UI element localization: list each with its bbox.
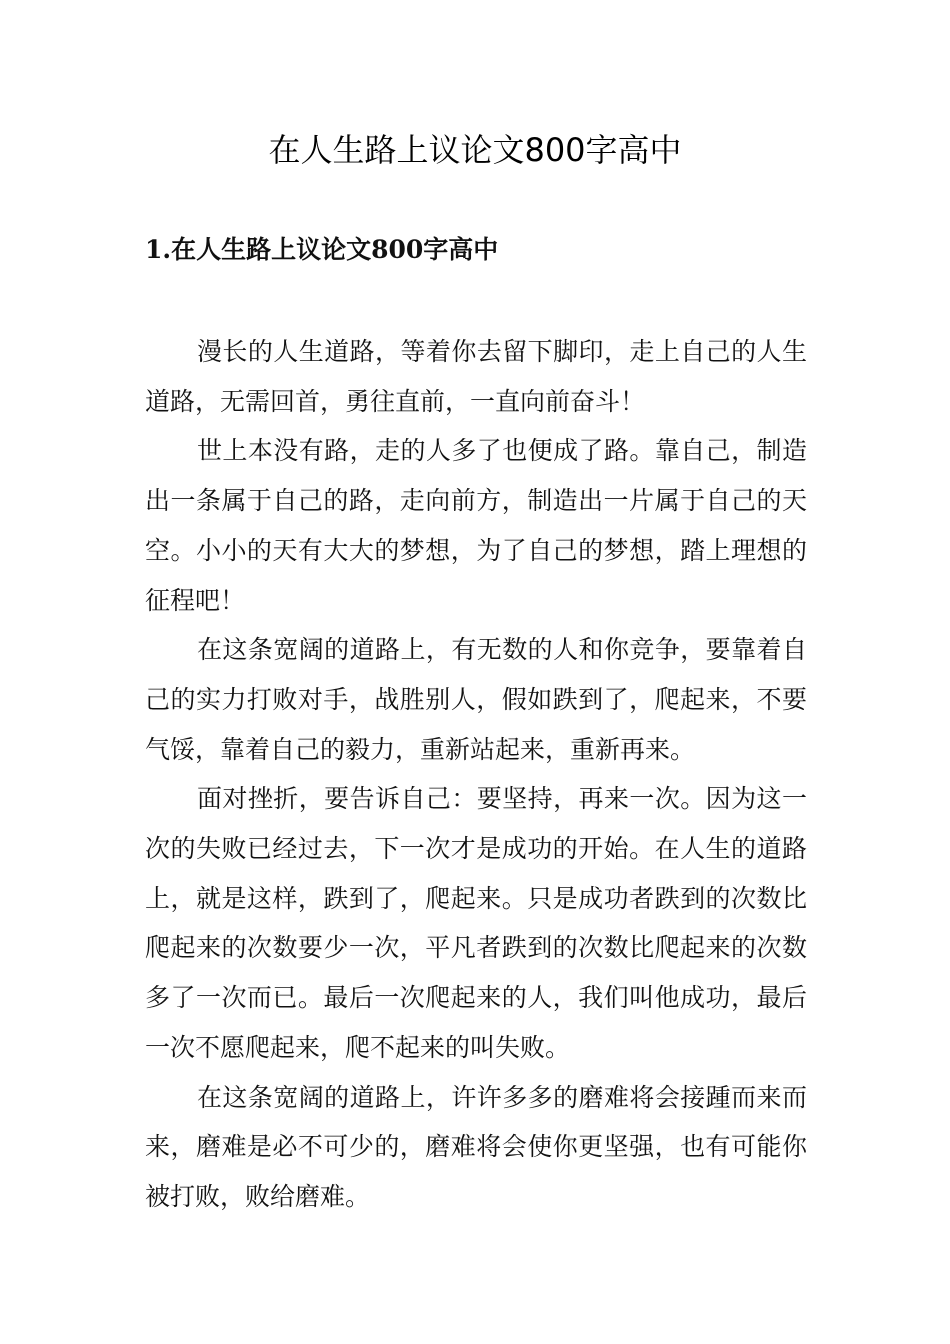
paragraph: 在这条宽阔的道路上，许许多多的磨难将会接踵而来而来，磨难是必不可少的，磨难将会使你更坚强，也有可能你被打败，败给磨难。: [145, 1082, 807, 1211]
document-body: [145, 327, 807, 1222]
paragraph: 在这条宽阔的道路上，有无数的人和你竞争，要靠着自己的实力打败对手，战胜别人，假如跌到了，爬起来，不要气馁，靠着自己的毅力，重新站起来，重新再来。: [145, 635, 807, 764]
paragraph: 漫长的人生道路，等着你去留下脚印，走上自己的人生道路，无需回首，勇往直前，一直向前奋斗！: [145, 337, 807, 416]
paragraph: 面对挫折，要告诉自己：要坚持，再来一次。因为这一次的失败已经过去，下一次才是成功的开始。在人生的道路上，就是这样，跌到了，爬起来。只是成功者跌到的次数比爬起来的次数要少一次，平凡者跌到的次数比爬起来的次数多了一次而已。最后一次爬起来的人，我们叫他成功，最后一次不愿爬起来，爬不起来的叫失败。: [145, 784, 807, 1062]
paragraph: 世上本没有路，走的人多了也便成了路。靠自己，制造出一条属于自己的路，走向前方，制造出一片属于自己的天空。小小的天有大大的梦想，为了自己的梦想，踏上理想的征程吧！: [145, 436, 807, 615]
section-heading: 1.在人生路上议论文800字高中: [145, 235, 499, 264]
document-title: 在人生路上议论文800字高中: [268, 131, 682, 169]
